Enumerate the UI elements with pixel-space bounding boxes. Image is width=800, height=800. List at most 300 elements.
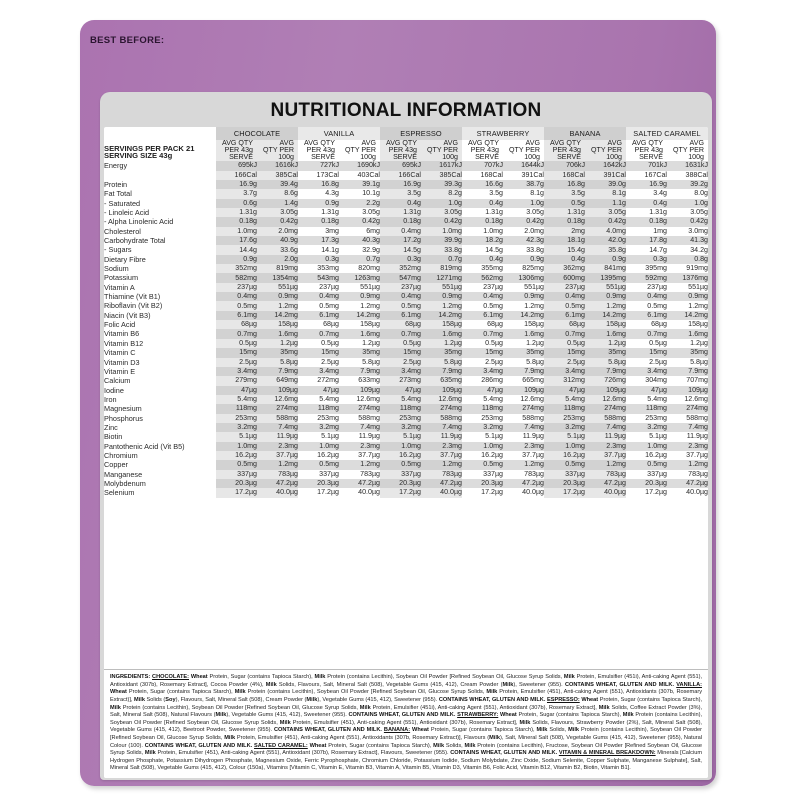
nutrient-value: 40.0µg — [686, 488, 708, 497]
nutrient-value: 0.7mg — [298, 329, 339, 338]
col-header-per-100g: AVG QTY PER 100g — [257, 140, 298, 161]
nutrient-value: 15.4g — [544, 245, 585, 254]
nutrient-value: 707mg — [686, 376, 708, 385]
nutrient-value: 0.7mg — [462, 329, 503, 338]
nutrient-value: 2.0g — [257, 255, 298, 264]
table-row — [104, 320, 708, 329]
nutrient-value: 40.0µg — [358, 488, 380, 497]
nutrient-value: 17.6g — [216, 236, 257, 245]
nutrient-value: 1.2µg — [526, 338, 544, 347]
nutrient-value: 0.4g — [462, 255, 503, 264]
nutrient-value: 385Cal — [257, 171, 298, 180]
nutrient-value: 166Cal — [380, 171, 421, 180]
nutrient-value: 3.4g — [653, 189, 667, 198]
nutrient-value: 6.1mg — [462, 311, 503, 320]
nutrient-value: 551µg — [360, 282, 380, 291]
table-row — [104, 414, 708, 423]
nutrient-value: 11.9µg — [686, 432, 708, 441]
nutrient-value: 39.1g — [339, 180, 380, 189]
nutrient-value: 701kJ — [626, 161, 667, 170]
nutrient-value: 0.4mg — [462, 292, 503, 301]
nutrient-value: 118mg — [216, 404, 257, 413]
nutrient-value: 1.0mg — [462, 442, 503, 451]
servings-per-pack: SERVINGS PER PACK 21 — [104, 143, 195, 153]
nutrient-value: 362mg — [544, 264, 585, 273]
nutrient-value: 0.7mg — [216, 329, 257, 338]
nutrient-label: - Sugars — [104, 245, 132, 255]
nutrient-value: 7.4mg — [421, 423, 462, 432]
nutrient-value: 1.6mg — [503, 329, 544, 338]
table-row — [104, 264, 708, 273]
nutrient-value: 109µg — [585, 386, 626, 395]
nutrient-value: 1.2mg — [667, 460, 708, 469]
nutrient-value: 337µg — [319, 469, 339, 478]
nutrient-value: 68µg — [487, 320, 503, 329]
nutrient-value: 0.5mg — [216, 301, 257, 310]
nutrient-value: 16.6g — [462, 180, 503, 189]
nutrient-value: 4.0mg — [585, 227, 626, 236]
nutrient-value: 118mg — [544, 404, 585, 413]
nutrient-value: 47µg — [462, 386, 503, 395]
nutrient-value: 665mg — [522, 376, 544, 385]
nutrient-label: Cholesterol — [104, 226, 141, 236]
nutrient-value: 12.6mg — [520, 395, 544, 403]
table-row — [104, 460, 708, 469]
nutrient-label: Biotin — [104, 432, 123, 442]
nutrient-value: 37.7µg — [257, 451, 298, 460]
col-header-per-100g: AVG QTY PER 100g — [344, 139, 376, 162]
nutrient-value: 10.1g — [362, 189, 380, 198]
nutrient-value: 68µg — [380, 320, 421, 329]
table-row — [104, 292, 708, 301]
nutrient-value: 5.8µg — [362, 357, 380, 366]
nutrient-value: 588mg — [421, 414, 462, 423]
nutrient-value: 1.6mg — [585, 329, 626, 338]
nutrient-value: 0.42g — [257, 217, 298, 226]
nutrient-value: 312mg — [544, 376, 585, 385]
nutrient-label: Dietary Fibre — [104, 254, 146, 264]
best-before-label: BEST BEFORE: — [90, 35, 165, 46]
nutrient-value: 0.5mg — [462, 460, 503, 469]
nutrient-value: 403Cal — [357, 170, 380, 179]
nutrient-value: 35mg — [585, 348, 626, 357]
nutrient-value: 5.8µg — [421, 358, 462, 367]
serving-size: SERVING SIZE 43g — [104, 151, 173, 161]
nutrient-value: 109µg — [257, 386, 298, 395]
nutrient-value: 7.4mg — [667, 423, 708, 432]
nutrient-value: 274mg — [339, 404, 380, 413]
nutrient-value: 551µg — [585, 283, 626, 292]
nutrient-value: 274mg — [503, 404, 544, 413]
nutrient-value: 551µg — [688, 282, 708, 291]
nutrient-value: 47.2µg — [585, 479, 626, 488]
nutrient-value: 1.4g — [257, 199, 298, 208]
nutrient-value: 118mg — [380, 404, 421, 413]
nutrient-value: 5.4mg — [319, 395, 339, 403]
nutrient-value: 352mg — [380, 264, 421, 273]
nutrient-label: Iron — [104, 394, 117, 404]
table-row — [104, 339, 708, 348]
nutrient-value: 0.7mg — [626, 329, 667, 338]
nutrient-value: 42.3g — [503, 236, 544, 245]
nutrient-label: Calcium — [104, 376, 131, 386]
nutrient-value: 0.4mg — [380, 227, 421, 236]
nutrient-value: 649mg — [257, 376, 298, 385]
nutrient-label: Magnesium — [104, 404, 142, 414]
nutrient-value: 1mg — [653, 226, 667, 235]
col-header-per-100g: AVG QTY PER 100g — [672, 139, 704, 162]
nutrient-value: 820mg — [358, 264, 380, 273]
nutrient-value: 39.3g — [421, 180, 462, 189]
nutrient-value: 253mg — [645, 413, 667, 422]
nutrient-value: 17.2µg — [544, 488, 585, 497]
nutrient-value: 12.6mg — [257, 395, 298, 404]
nutrient-value: 551µg — [524, 282, 544, 291]
nutrient-value: 5.8µg — [257, 358, 298, 367]
nutrient-value: 40.0µg — [522, 488, 544, 497]
nutrient-value: 2.0mg — [524, 226, 544, 235]
nutrient-value: 0.42g — [421, 217, 462, 226]
nutrient-value: 2.3mg — [503, 442, 544, 451]
nutrient-value: 588mg — [257, 414, 298, 423]
nutrient-label: Vitamin C — [104, 348, 136, 358]
table-row — [104, 432, 708, 441]
servings-info — [104, 140, 216, 161]
nutrient-value: 2.5µg — [649, 357, 667, 366]
nutrient-value: 1.0mg — [380, 442, 421, 451]
nutrient-label: Vitamin A — [104, 282, 135, 292]
nutrient-value: 237µg — [216, 283, 257, 292]
nutrient-value: 1.6mg — [667, 329, 708, 338]
nutrient-value: 33.8g — [421, 245, 462, 254]
nutrient-value: 14.1g — [321, 245, 339, 254]
nutrient-value: 1354mg — [257, 273, 298, 282]
nutrient-value: 385Cal — [421, 171, 462, 180]
table-row — [104, 227, 708, 236]
nutrient-value: 20.3µg — [626, 479, 667, 488]
nutrient-value: 3.4mg — [380, 367, 421, 376]
nutrient-label: Protein — [104, 179, 128, 189]
nutrient-value: 633mg — [358, 376, 380, 385]
nutrient-value: 14.5g — [380, 245, 421, 254]
nutrient-label: Manganese — [104, 469, 143, 479]
nutrient-value: 551µg — [257, 283, 298, 292]
nutrient-value: 1.31g — [544, 208, 585, 217]
nutrient-label: - Alpha Linolenic Acid — [104, 217, 174, 227]
nutrient-value: 17.2µg — [317, 488, 339, 497]
nutrient-value: 0.9mg — [339, 292, 380, 301]
nutrient-value: 20.3µg — [298, 479, 339, 488]
nutrient-value: 34.2g — [690, 245, 708, 254]
nutrient-value: 11.9µg — [421, 432, 462, 441]
nutrient-value: 0.18g — [298, 217, 339, 226]
nutrient-value: 109µg — [667, 386, 708, 395]
table-row — [104, 329, 708, 338]
table-row — [104, 180, 708, 189]
nutrient-value: 3.4mg — [462, 367, 503, 376]
nutrient-value: 173Cal — [316, 170, 339, 179]
nutrient-label: Folic Acid — [104, 320, 136, 330]
nutrient-value: 5.1µg — [380, 432, 421, 441]
nutrient-value: 0.4g — [380, 199, 421, 208]
nutrient-value: 395mg — [645, 264, 667, 273]
nutrient-label: Niacin (Vit B3) — [104, 310, 151, 320]
flavour-column-header: ESPRESSO — [380, 127, 462, 140]
table-row — [104, 470, 708, 479]
col-header-per-100g: AVG QTY PER 100g — [585, 140, 626, 161]
nutrient-value: 109µg — [503, 386, 544, 395]
nutrient-value: 6.1mg — [544, 311, 585, 320]
nutrient-value: 3.05g — [421, 208, 462, 217]
nutrient-value: 1642kJ — [585, 161, 626, 170]
nutrient-value: 0.3g — [298, 255, 339, 264]
nutrient-value: 2.5µg — [544, 358, 585, 367]
nutrient-value: 0.4g — [462, 199, 503, 208]
nutrient-value: 588mg — [686, 413, 708, 422]
nutrient-value: 15mg — [544, 348, 585, 357]
nutrient-value: 2.3mg — [585, 442, 626, 451]
nutrient-value: 706kJ — [544, 161, 585, 170]
nutrient-value: 17.2µg — [645, 488, 667, 497]
nutrient-value: 279mg — [216, 376, 257, 385]
nutrient-value: 12.6mg — [585, 395, 626, 404]
nutrient-value: 37.7µg — [522, 451, 544, 460]
nutrient-value: 11.9µg — [358, 432, 380, 441]
nutrient-value: 253mg — [544, 414, 585, 423]
nutrient-value: 0.4g — [626, 199, 667, 208]
nutrient-value: 1.0mg — [216, 442, 257, 451]
nutrient-value: 17.8g — [626, 236, 667, 245]
nutrient-label: Energy — [104, 161, 128, 171]
nutrient-value: 3.2mg — [216, 423, 257, 432]
nutrient-label: Molybdenum — [104, 478, 146, 488]
nutrient-value: 3.05g — [257, 208, 298, 217]
nutrient-value: 3.4mg — [626, 367, 667, 376]
nutrient-value: 33.8g — [526, 245, 544, 254]
nutrient-value: 1.2mg — [524, 301, 544, 310]
nutrient-value: 15mg — [462, 348, 503, 357]
nutrient-value: 20.3µg — [380, 479, 421, 488]
nutrient-value: 15mg — [626, 348, 667, 357]
nutrient-label: Copper — [104, 460, 128, 470]
nutrient-value: 3.5g — [544, 189, 585, 198]
nutrient-label: Thiamine (Vit B1) — [104, 292, 161, 302]
nutrient-value: 16.2µg — [645, 451, 667, 460]
nutrient-value: 39.9g — [421, 236, 462, 245]
nutrient-value: 1.2µg — [257, 339, 298, 348]
nutrient-value: 2.0mg — [257, 227, 298, 236]
nutrient-value: 6.1mg — [380, 311, 421, 320]
nutrient-value: 2.5µg — [216, 358, 257, 367]
nutrient-label: Riboflavin (Vit B2) — [104, 301, 163, 311]
table-row — [104, 273, 708, 282]
nutrient-value: 588mg — [585, 414, 626, 423]
nutrient-value: 1.0mg — [544, 442, 585, 451]
nutrient-value: 3mg — [325, 226, 339, 235]
nutrient-value: 1.0mg — [626, 442, 667, 451]
nutrient-value: 237µg — [544, 283, 585, 292]
nutrient-value: 237µg — [483, 282, 503, 291]
nutrient-value: 1.2mg — [339, 460, 380, 469]
nutrient-value: 1376mg — [667, 273, 708, 282]
nutrient-value: 38.7g — [503, 180, 544, 189]
nutrient-value: 0.6g — [216, 199, 257, 208]
nutrient-value: 0.18g — [544, 217, 585, 226]
nutrient-value: 1616kJ — [257, 161, 298, 170]
nutrient-value: 1.2mg — [257, 460, 298, 469]
nutrient-value: 3.4mg — [544, 367, 585, 376]
table-corner — [104, 127, 216, 140]
nutrient-value: 1.2µg — [690, 338, 708, 347]
nutrient-value: 0.5mg — [544, 460, 585, 469]
nutrient-value: 1644kJ — [503, 161, 544, 170]
nutrient-label: Pantothenic Acid (Vit B5) — [104, 441, 185, 451]
nutrient-value: 6.1mg — [216, 311, 257, 320]
table-row — [104, 217, 708, 226]
nutrient-value: 37.7µg — [585, 451, 626, 460]
nutrient-value: 17.2µg — [216, 488, 257, 497]
nutrient-value: 8.1g — [585, 189, 626, 198]
nutrient-value: 588mg — [522, 413, 544, 422]
nutrient-label: Vitamin E — [104, 366, 136, 376]
nutrient-value: 825mg — [522, 264, 544, 273]
nutrient-value: 109µg — [421, 386, 462, 395]
nutrient-value: 0.9mg — [257, 292, 298, 301]
nutrient-value: 7.4mg — [503, 423, 544, 432]
nutrient-value: 547mg — [380, 273, 421, 282]
nutrition-table — [104, 127, 708, 498]
nutrient-value: 3.05g — [585, 208, 626, 217]
nutrient-value: 14.2mg — [421, 311, 462, 320]
nutrient-value: 1.1g — [585, 199, 626, 208]
nutrient-value: 20.3µg — [544, 479, 585, 488]
nutrient-value: 1.0mg — [298, 442, 339, 451]
nutrient-value: 391Cal — [521, 170, 544, 179]
nutrient-value: 16.2µg — [317, 451, 339, 460]
nutrient-value: 17.2µg — [380, 488, 421, 497]
nutrient-value: 707kJ — [462, 161, 503, 170]
nutrient-value: 0.5µg — [380, 339, 421, 348]
table-row — [104, 245, 708, 254]
nutrient-value: 0.42g — [667, 217, 708, 226]
nutrient-value: 16.2µg — [481, 451, 503, 460]
nutrient-value: 337µg — [483, 469, 503, 478]
nutrient-label: Fat Total — [104, 189, 132, 199]
nutrient-value: 274mg — [667, 404, 708, 413]
nutrient-value: 0.5g — [544, 199, 585, 208]
table-row — [104, 451, 708, 460]
nutrient-value: 37.7µg — [686, 451, 708, 460]
nutrient-value: 783µg — [524, 469, 544, 478]
nutrient-value: 0.9mg — [421, 292, 462, 301]
nutrient-value: 12.6mg — [356, 395, 380, 403]
nutrient-value: 2.2g — [339, 199, 380, 208]
nutrient-value: 1395mg — [585, 273, 626, 282]
nutrient-value: 158µg — [257, 320, 298, 329]
nutrient-value: 273mg — [380, 376, 421, 385]
nutrient-value: 3.4mg — [216, 367, 257, 376]
nutrient-value: 0.9mg — [503, 292, 544, 301]
nutrient-value: 582mg — [216, 273, 257, 282]
nutrient-value: 14.2mg — [503, 311, 544, 320]
nutrient-value: 158µg — [524, 320, 544, 329]
nutrient-value: 47.2µg — [339, 479, 380, 488]
nutrient-value: 2.5µg — [380, 358, 421, 367]
nutrient-value: 7.9mg — [503, 367, 544, 376]
nutrient-value: 1.0g — [421, 199, 462, 208]
nutrient-value: 3.05g — [690, 208, 708, 217]
nutrient-value: 7.9mg — [339, 367, 380, 376]
nutrient-value: 16.9g — [626, 180, 667, 189]
nutrient-value: 1.31g — [321, 208, 339, 217]
table-row — [104, 199, 708, 208]
nutrient-value: 0.5mg — [298, 460, 339, 469]
nutrient-value: 3.2mg — [462, 423, 503, 432]
nutrient-value: 2.5µg — [485, 357, 503, 366]
col-header-per-serve: AVG QTY PER 43g SERVE — [380, 140, 421, 161]
flavour-column-header: BANANA — [544, 127, 626, 140]
nutrient-value: 12.6mg — [684, 395, 708, 403]
nutrient-label: Vitamin B6 — [104, 329, 140, 339]
nutrient-value: 592mg — [626, 273, 667, 282]
nutrient-value: 0.9g — [503, 255, 544, 264]
nutrient-value: 16.2µg — [380, 451, 421, 460]
nutrient-value: 2.3mg — [339, 442, 380, 451]
table-row — [104, 255, 708, 264]
nutrient-value: 42.0g — [585, 236, 626, 245]
nutrient-value: 35mg — [257, 348, 298, 357]
nutrient-value: 7.4mg — [585, 423, 626, 432]
col-header-per-serve: AVG QTY PER 43g SERVE — [544, 140, 585, 161]
nutrient-value: 39.2g — [667, 180, 708, 189]
nutrient-value: 7.4mg — [339, 423, 380, 432]
nutrient-value: 0.5mg — [380, 301, 421, 310]
nutrient-value: 0.8g — [667, 255, 708, 264]
nutrient-value: 0.7g — [421, 255, 462, 264]
nutrient-value: 0.9g — [216, 255, 257, 264]
nutrient-label: Vitamin D3 — [104, 357, 140, 367]
nutrient-value: 20.3µg — [462, 479, 503, 488]
nutrient-value: 1.2mg — [421, 301, 462, 310]
nutrient-value: 274mg — [585, 404, 626, 413]
nutrient-value: 2mg — [544, 227, 585, 236]
nutrient-value: 0.3g — [380, 255, 421, 264]
nutrient-value: 286mg — [481, 376, 503, 385]
nutrient-value: 1.2µg — [585, 339, 626, 348]
nutrient-value: 8.1g — [530, 189, 544, 198]
nutrient-value: 1690kJ — [339, 161, 380, 170]
nutrient-value: 3.0mg — [688, 226, 708, 235]
nutrient-value: 0.4mg — [216, 292, 257, 301]
nutrient-value: 0.42g — [339, 217, 380, 226]
nutrient-value: 1.6mg — [339, 329, 380, 338]
nutrient-value: 635mg — [421, 376, 462, 385]
nutrient-value: 543mg — [298, 273, 339, 282]
nutrient-value: 237µg — [380, 283, 421, 292]
nutrient-value: 0.7mg — [544, 329, 585, 338]
nutrient-label: Selenium — [104, 488, 135, 498]
nutrient-value: 1.2mg — [585, 301, 626, 310]
nutrient-value: 37.7µg — [358, 451, 380, 460]
nutrient-value: 783µg — [257, 470, 298, 479]
nutrient-value: 388Cal — [685, 170, 708, 179]
nutrient-value: 7.9mg — [421, 367, 462, 376]
nutrient-value: 1.31g — [649, 208, 667, 217]
nutrient-label: Sodium — [104, 264, 129, 274]
nutrient-value: 5.8µg — [690, 357, 708, 366]
nutrient-value: 0.5µg — [216, 339, 257, 348]
nutrient-value: 352mg — [216, 264, 257, 273]
